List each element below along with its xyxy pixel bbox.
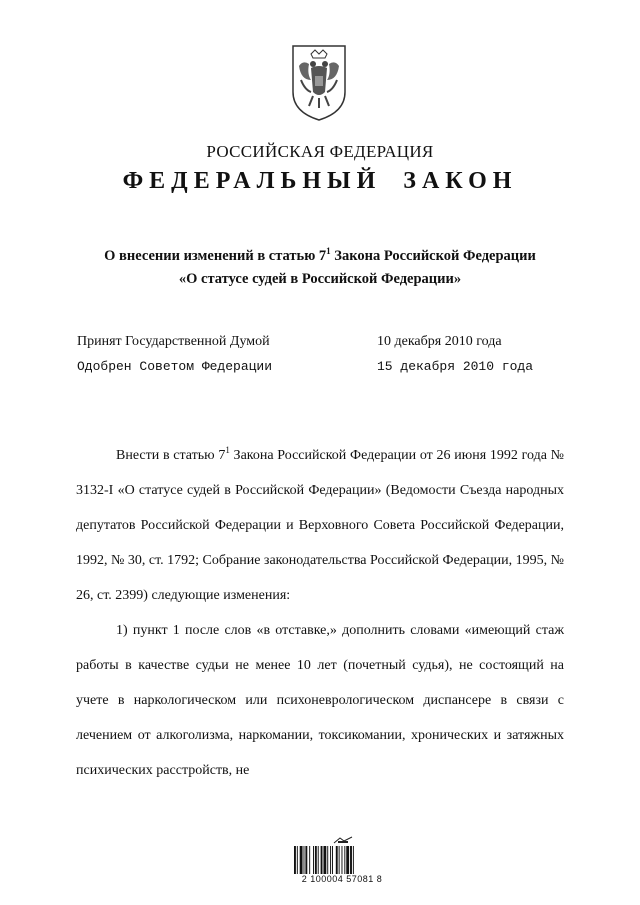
barcode (292, 836, 392, 886)
barcode-number: 2 100004 57081 8 (301, 874, 383, 884)
body-paragraph-1 (76, 438, 564, 613)
barcode-bars-icon (292, 846, 392, 874)
subject-line-1 (0, 245, 640, 268)
country-heading: РОССИЙСКАЯ ФЕДЕРАЦИЯ (206, 142, 434, 161)
paragraph-1-start: Внести в статью 7 (116, 448, 226, 463)
adopted-label: Принят Государственной Думой (77, 334, 270, 349)
law-body (76, 438, 564, 788)
body-paragraph-2: 1) пункт 1 после слов «в отставке,» дополнить словами «имеющий стаж работы в качестве судьи не менее 10 лет (почетный судья), не состоящий на учете в наркологическом или психоневрологическом диспансере в связи с лечением от алкоголизма, наркомании, токсикомании, хронических и затяжных психических расстройств, не (76, 623, 564, 778)
subject-line-2: «О статусе судей в Российской Федерации» (178, 271, 462, 287)
approved-date: 15 декабря 2010 года (377, 359, 534, 374)
barcode-logo-icon (332, 836, 354, 844)
subject-superscript: 1 (326, 246, 331, 256)
adopted-date: 10 декабря 2010 года (377, 334, 502, 349)
coat-of-arms-emblem (287, 40, 351, 124)
approved-label: Одобрен Советом Федерации (77, 359, 273, 374)
paragraph-1-rest: Закона Российской Федерации от 26 июня 1992 года № 3132-I «О статусе судей в Российской Федерации» (Ведомости Съезда народных депутатов Российской Федерации и Верховного Совета Российской Федерации, 1992, № 30, ст. 1792; Собрание законодательства Российской Федерации, 1995, № 26, ст. 2399) следующие изменения: (76, 448, 564, 603)
adopted-row (77, 334, 547, 359)
paragraph-1-superscript: 1 (225, 445, 230, 455)
subject-line-1-end: Закона Российской Федерации (330, 248, 536, 264)
law-subject (0, 245, 640, 291)
document-type-title: ФЕДЕРАЛЬНЫЙ ЗАКОН (122, 168, 518, 194)
subject-line-1-start: О внесении изменений в статью 7 (104, 248, 327, 264)
adoption-dates (77, 334, 547, 384)
approved-row (77, 359, 547, 384)
